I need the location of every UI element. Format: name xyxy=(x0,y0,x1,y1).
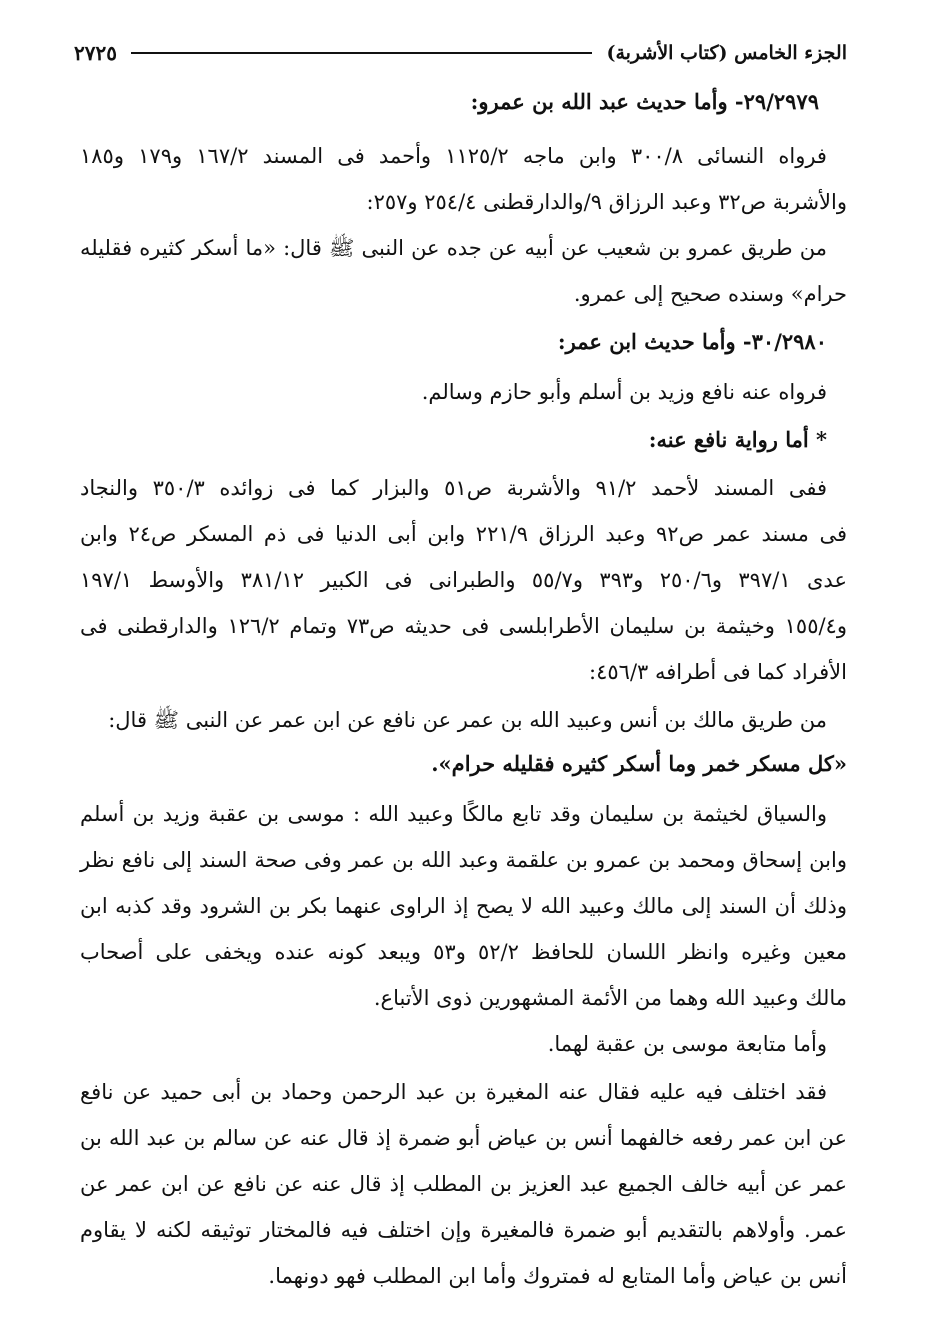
text-line: مالك وعبيد الله وهما من الأئمة المشهورين ذوى الأتباع. xyxy=(373,986,847,1010)
hadith-heading: ٣٠/٢٩٨٠- وأما حديث ابن عمر: xyxy=(557,329,827,354)
text-line: معين وغيره وانظر اللسان للحافظ ٥٢/٢ و٥٣ ويبعد كونه عنده ويخفى على أصحاب xyxy=(80,940,847,964)
hadith-heading: ٢٩/٢٩٧٩- وأما حديث عبد الله بن عمرو: xyxy=(470,89,819,114)
running-header xyxy=(74,36,847,70)
text-line: الأفراد كما فى أطرافه ٤٥٦/٣: xyxy=(589,660,847,684)
running-header-title: الجزء الخامس (كتاب الأشربة) xyxy=(606,42,847,64)
text-line: فى مسند عمر ص٩٢ وعبد الرزاق ٢٢١/٩ وابن أبى الدنيا فى ذم المسكر ص٢٤ وابن xyxy=(80,522,847,546)
text-line: أنس بن عياض وأما المتابع له فمتروك وأما ابن المطلب فهو دونهما. xyxy=(268,1264,847,1288)
text-line: وذلك أن السند إلى مالك وعبيد الله لا يصح إذ الراوى عنهما بكر بن الشرود وقد كذبه ابن xyxy=(80,894,847,918)
text-line: والأشربة ص٣٢ وعبد الرزاق ٩/والدارقطنى ٢٥٤/٤ و٢٥٧: xyxy=(366,190,847,214)
page-number: ٢٧٢٥ xyxy=(74,41,117,65)
text-line: وأما متابعة موسى بن عقبة لهما. xyxy=(547,1032,827,1056)
text-line: عن ابن عمر رفعه خالفهما أنس بن عياض أبو ضمرة إذ قال عنه عن سالم بن عبد الله بن xyxy=(80,1126,847,1150)
hadith-text: «كل مسكر خمر وما أسكر كثيره فقليله حرام». xyxy=(431,751,847,776)
section-heading: * أما رواية نافع عنه: xyxy=(648,427,827,452)
text-line: فرواه عنه نافع وزيد بن أسلم وأبو حازم وسالم. xyxy=(421,380,827,404)
text-line: عمر. وأولاهم بالتقديم أبو ضمرة فالمغيرة وإن اختلف فيه فالمختار توثيقه لكنه لا يقاوم xyxy=(80,1218,847,1242)
text-line: و١٥٥/٤ وخيثمة بن سليمان الأطرابلسى فى حديثه ص٧٣ وتمام ١٢٦/٢ والدارقطنى فى xyxy=(80,614,847,638)
text-line: والسياق لخيثمة بن سليمان وقد تابع مالكًا وعبيد الله : موسى بن عقبة وزيد بن أسلم xyxy=(80,802,827,826)
text-line: حرام» وسنده صحيح إلى عمرو. xyxy=(573,282,847,306)
text-line: وابن إسحاق ومحمد بن عمرو بن علقمة وعبد الله بن عمر وفى صحة السند إلى نافع نظر xyxy=(80,848,847,872)
text-line: فرواه النسائى ٣٠٠/٨ وابن ماجه ١١٢٥/٢ وأحمد فى المسند ١٦٧/٢ و١٧٩ و١٨٥ xyxy=(80,144,827,168)
text-line: من طريق مالك بن أنس وعبيد الله بن عمر عن نافع عن ابن عمر عن النبى ﷺ قال: xyxy=(108,708,827,732)
text-line: فقد اختلف فيه عليه فقال عنه المغيرة بن عبد الرحمن وحماد بن أبى حميد عن نافع xyxy=(80,1080,827,1104)
text-line: ففى المسند لأحمد ٩١/٢ والأشربة ص٥١ والبزار كما فى زوائده ٣٥٠/٣ والنجاد xyxy=(80,476,828,500)
text-line: عمر عن أبيه خالف الجميع عبد العزيز بن المطلب إذ قال عنه عن نافع عن ابن عمر عن xyxy=(80,1172,847,1196)
header-rule xyxy=(131,52,592,54)
text-line: من طريق عمرو بن شعيب عن أبيه عن جده عن النبى ﷺ قال: «ما أسكر كثيره فقليله xyxy=(80,236,827,260)
text-line: عدى ٣٩٧/١ و٢٥٠/٦ و٣٩٣ و٥٥/٧ والطبرانى فى الكبير ٣٨١/١٢ والأوسط ١٩٧/١ xyxy=(80,568,847,592)
